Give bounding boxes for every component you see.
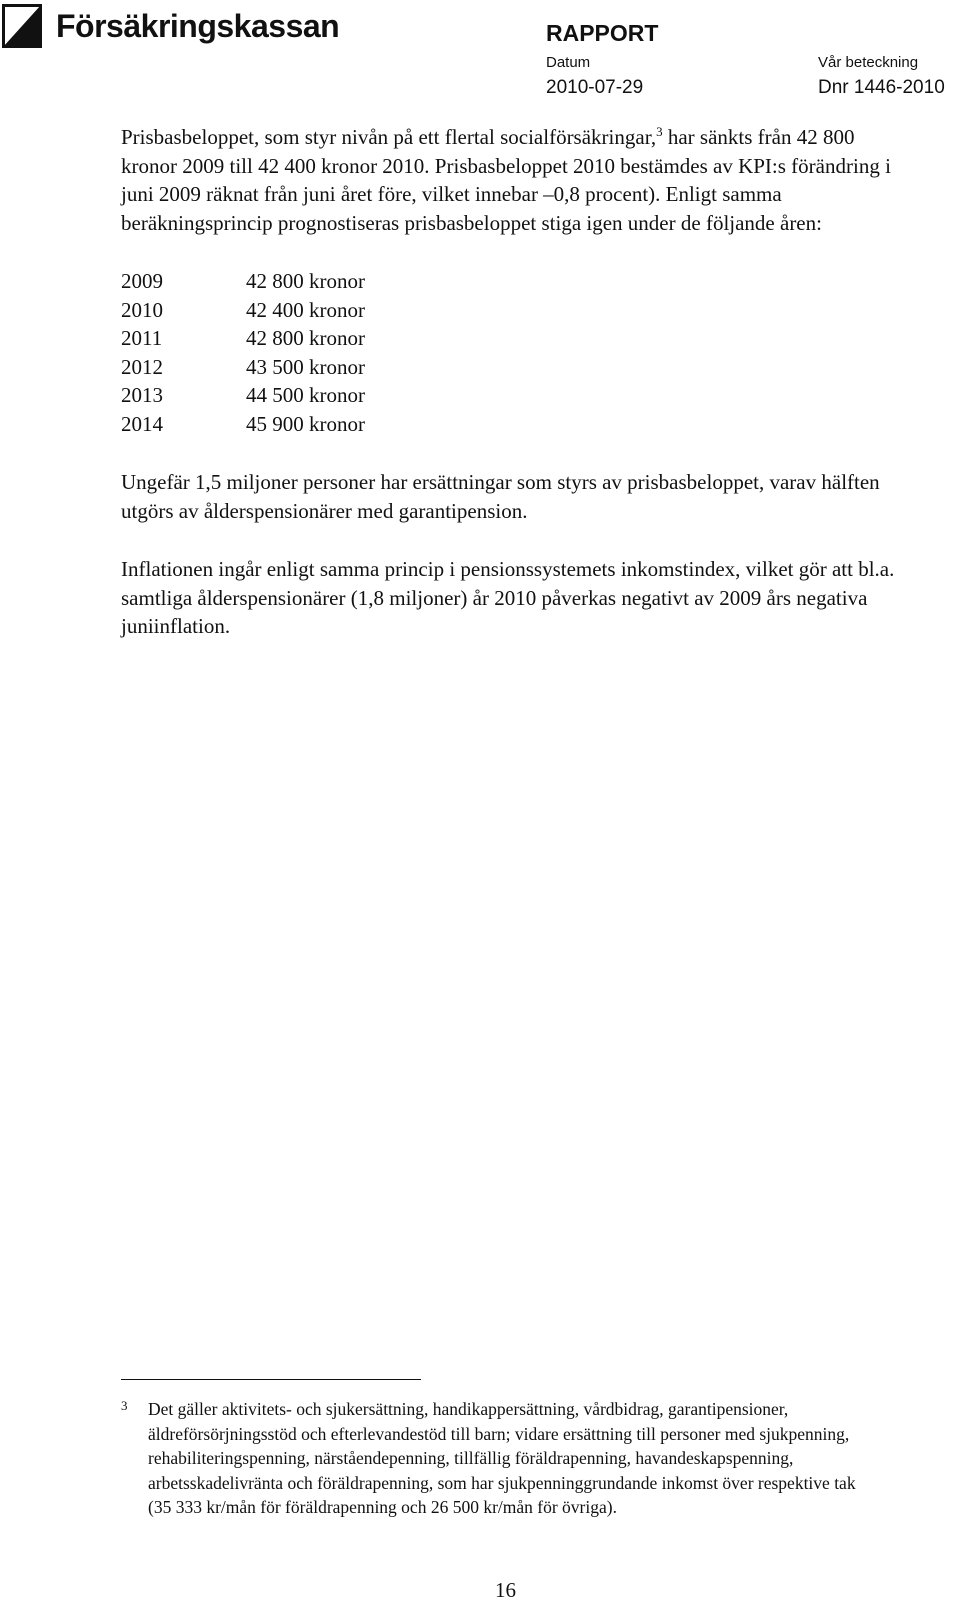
amount-value: 42 800 kronor xyxy=(246,326,365,350)
paragraph-price-base-amount xyxy=(121,123,901,237)
page-number: 16 xyxy=(495,1578,516,1602)
amount-row xyxy=(121,410,901,439)
reference-value: Dnr 1446-2010 xyxy=(818,77,945,98)
footnote-divider xyxy=(121,1379,421,1380)
amount-value: 43 500 kronor xyxy=(246,354,365,379)
footnote-reference: 3 xyxy=(656,124,663,139)
paragraph-inflation: Inflationen ingår enligt samma princip i pensionssystemets inkomstindex, vilket gör att bl.a. samtliga ålderspensionärer (1,8 miljoner) år 2010 påverkas negativt av 2009 års negativa juniinflation. xyxy=(121,557,895,638)
amount-year: 2011 xyxy=(121,326,163,350)
amount-row xyxy=(121,296,901,325)
amount-value: 42 400 kronor xyxy=(246,297,365,322)
amount-row xyxy=(121,267,901,296)
date-label: Datum xyxy=(546,54,591,71)
amount-row xyxy=(121,353,901,382)
amount-year: 2014 xyxy=(121,411,163,436)
footnote-marker: 3 xyxy=(121,1398,128,1413)
amount-row xyxy=(121,381,901,410)
report-body xyxy=(121,123,901,641)
paragraph-text: har sänkts från 42 800 kronor 2009 till 42 400 kronor 2010. Prisbasbeloppet 2010 bestämdes av KPI:s förändring i juni 2009 räknat från juni året före, vilket innebar –0,8 procent). Enligt samma beräkningsprincip prognostiseras prisbasbeloppet stiga igen under de följande åren: xyxy=(121,125,891,235)
footnote-text: Det gäller aktivitets- och sjukersättning, handikappersättning, vårdbidrag, garantipensioner, äldreförsörjningsstöd och efterlevandestöd till barn; vidare ersättning till personer med sjukpenning, rehabiliteringspenning, närståendepenning, tillfällig föräldrapenning, havandeskapspenning, arbetsskadelivränta och föräldrapenning, som har sjukpenninggrundande inkomst över respektive tak (35 333 kr/mån för föräldrapenning och 26 500 kr/mån för övriga). xyxy=(148,1399,856,1517)
amount-year: 2009 xyxy=(121,269,163,293)
logo-mark-icon xyxy=(2,4,42,48)
amount-value: 45 900 kronor xyxy=(246,411,365,436)
agency-logo xyxy=(2,4,339,48)
paragraph-recipients: Ungefär 1,5 miljoner personer har ersättningar som styrs av prisbasbeloppet, varav hälften utgörs av ålderspensionärer med garantipension. xyxy=(121,470,880,523)
amount-value: 44 500 kronor xyxy=(246,383,365,407)
logo-text: Försäkringskassan xyxy=(56,7,340,44)
date-value: 2010-07-29 xyxy=(546,77,644,98)
amount-row xyxy=(121,324,901,353)
document-type: RAPPORT xyxy=(546,20,659,46)
amount-year: 2012 xyxy=(121,354,163,379)
footnote xyxy=(121,1397,861,1520)
paragraph-text: Prisbasbeloppet, som styr nivån på ett flertal socialförsäkringar, xyxy=(121,125,657,149)
price-base-amount-list xyxy=(121,267,901,438)
amount-year: 2010 xyxy=(121,297,163,322)
amount-year: 2013 xyxy=(121,383,163,407)
amount-value: 42 800 kronor xyxy=(246,269,365,293)
reference-label: Vår beteckning xyxy=(818,54,919,71)
